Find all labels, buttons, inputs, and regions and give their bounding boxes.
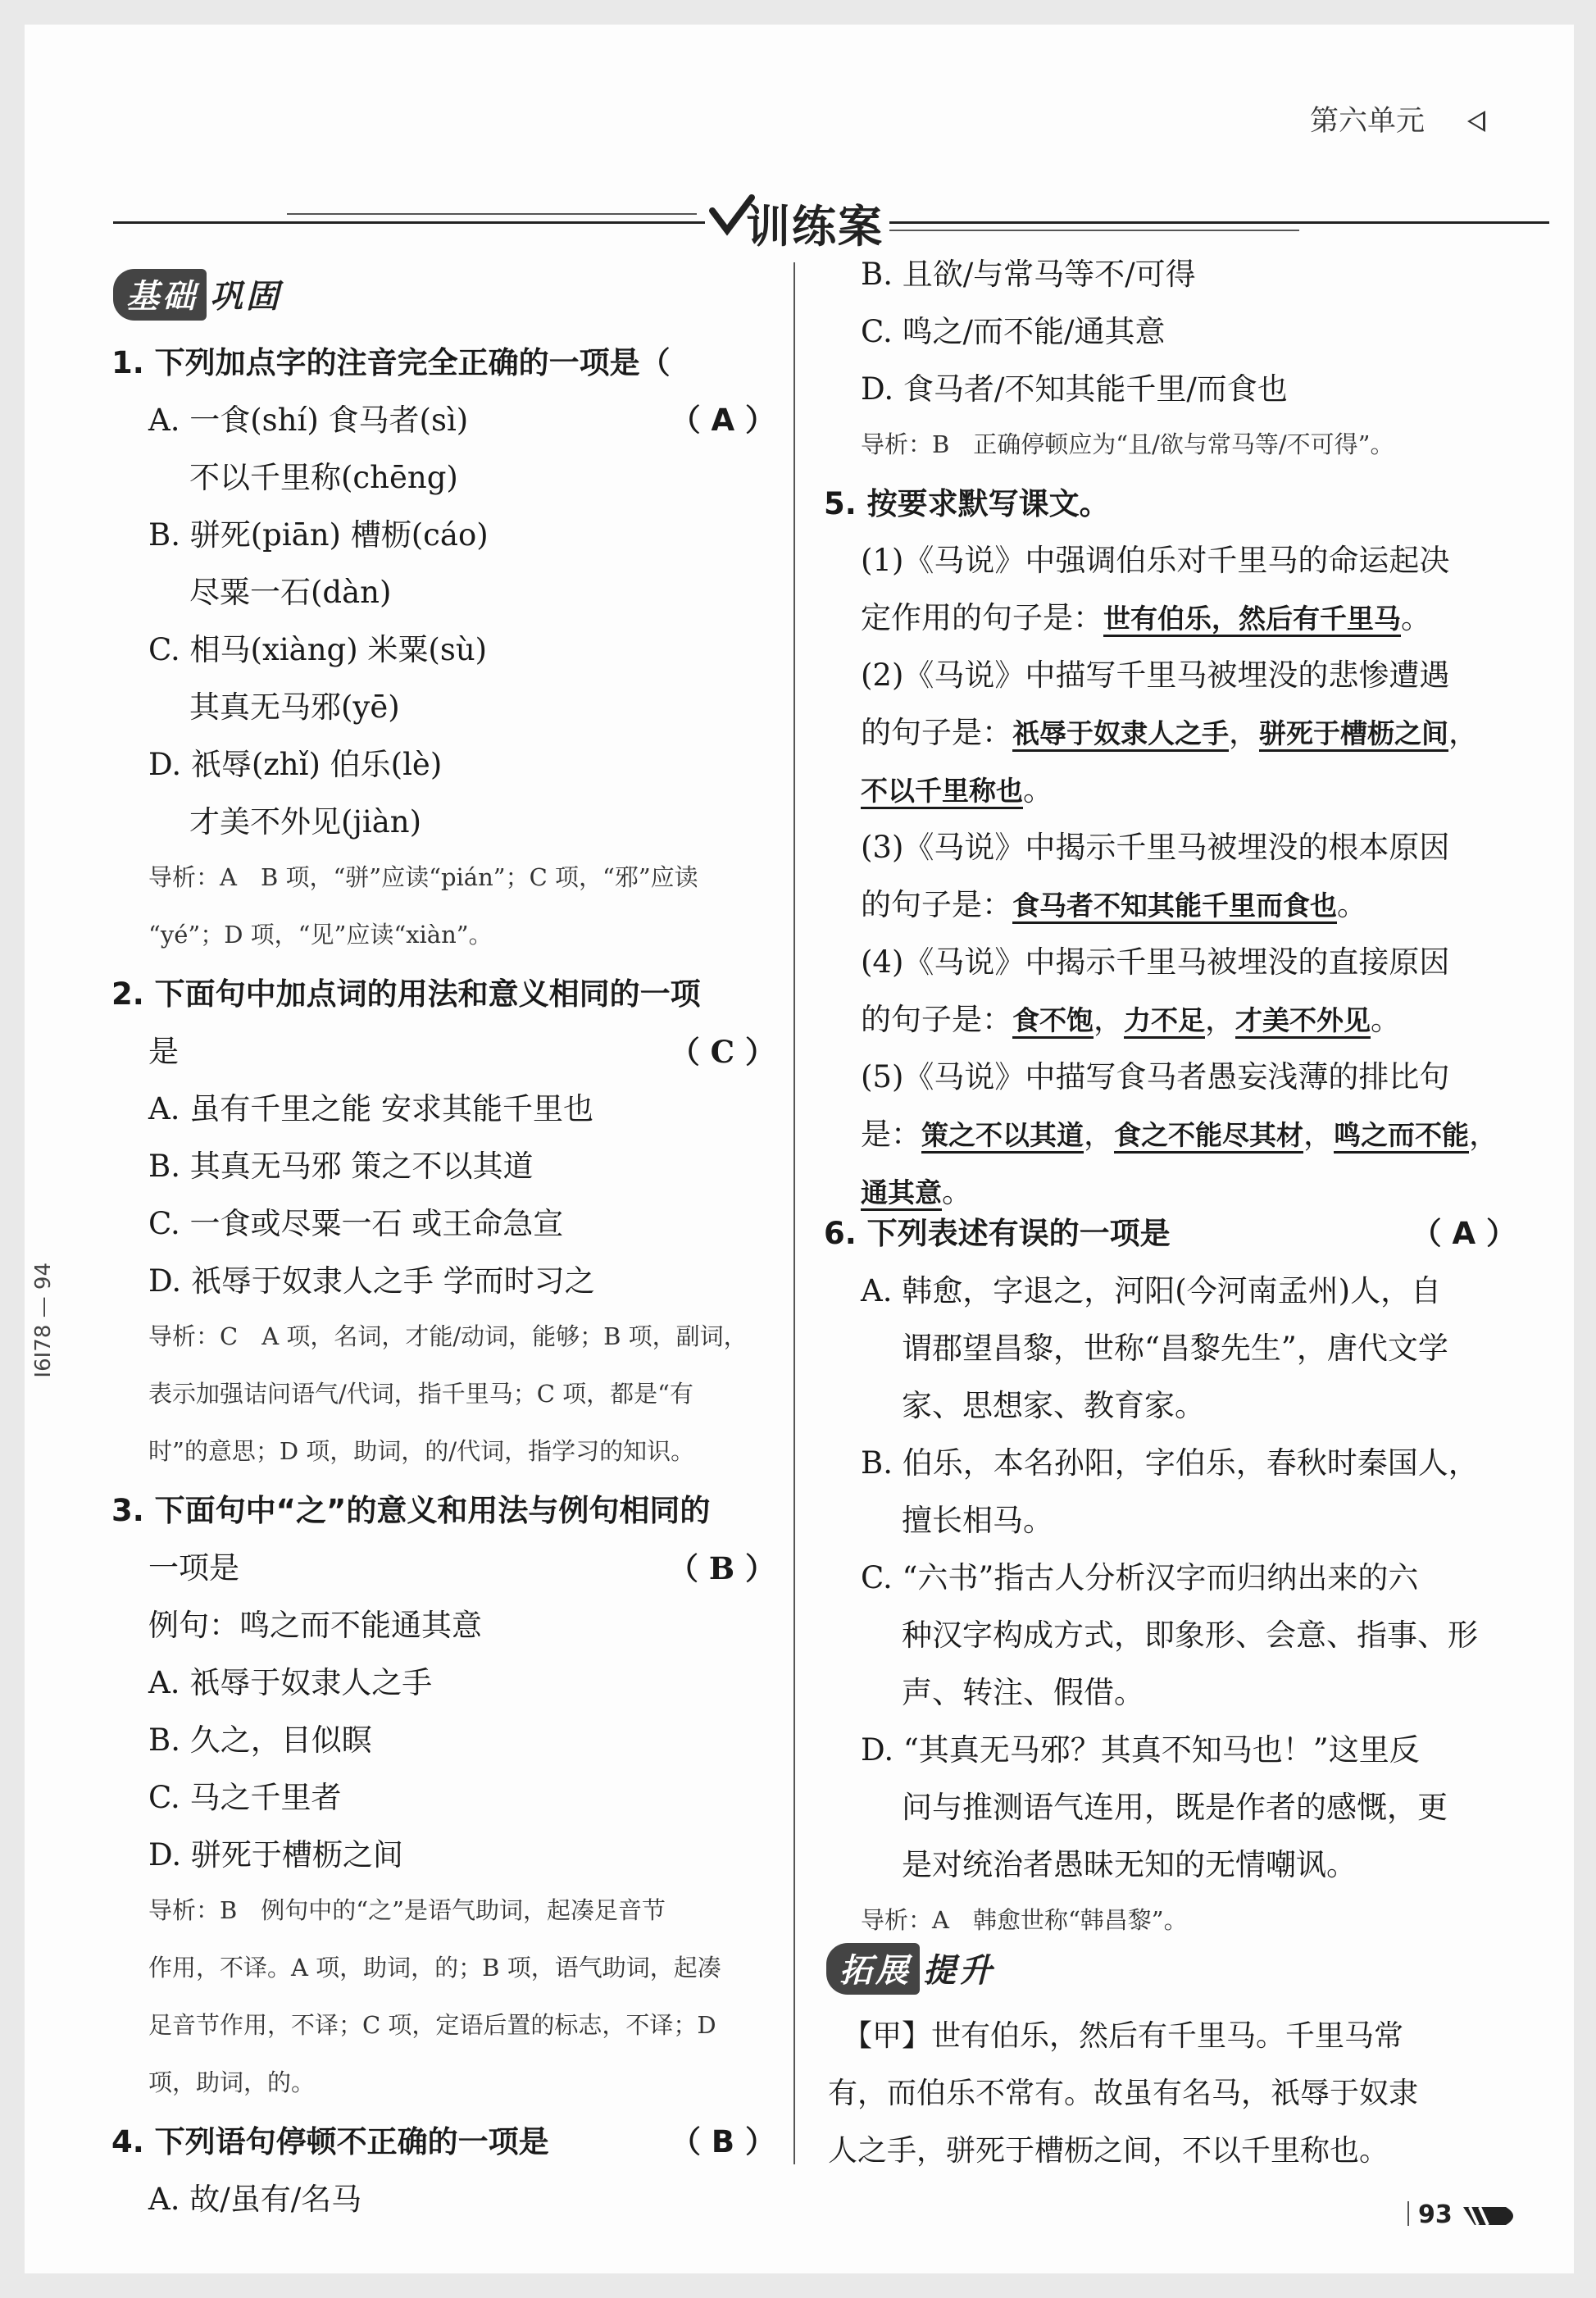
section-badge-extend [826,1943,995,1995]
column-divider [793,262,795,2164]
left-line [111,1081,775,1138]
fill-line: (5)《马说》中描写食马者愚妄浅薄的排比句 [861,1059,1450,1094]
fill-suffix: 。 [1401,600,1431,635]
right-line [824,1836,1516,1894]
line-text: 才美不外见(jiàn) [189,804,422,840]
line-text: “yé”；D 项，“见”应读“xiàn”。 [148,921,493,949]
left-line [111,1827,775,1884]
line-text: 足音节作用，不译；C 项，定语后置的标志，不译；D [148,2011,716,2039]
right-line [824,1607,1516,1664]
header-rule-left [113,221,705,224]
right-line [824,1549,1516,1607]
right-line [824,1722,1516,1779]
right-line [824,303,1516,361]
fill-prefix: 的句子是： [861,1002,1012,1037]
left-line [111,1367,775,1425]
badge-dark-text: 基础 [113,269,207,321]
line-text: 是 [148,1034,179,1069]
line-text: A. 韩愈，字退之，河阳(今河南孟州)人，自 [861,1273,1442,1308]
line-text: C. “六书”指古人分析汉字而归纳出来的六 [861,1560,1419,1595]
line-text: 4. 下列语句停顿不正确的一项是 [111,2124,549,2159]
line-text: 擅长相马。 [902,1503,1053,1538]
line-text: A. 虽有千里之能 安求其能千里也 [148,1091,594,1126]
left-line [111,1253,775,1310]
fill-answer: 祇辱于奴隶人之手 [1012,717,1229,749]
line-text: 是对统治者愚昧无知的无情嘲讽。 [902,1847,1357,1882]
left-line [111,449,775,507]
page-stripes-icon [1463,2205,1521,2227]
header-rule-left-thin [287,213,697,215]
comma: ， [1303,1117,1334,1152]
fill-answer: 鸣之而不能 [1334,1119,1469,1151]
right-line [824,1320,1516,1377]
fill-line [861,992,1516,1049]
line-text: C. 相马(xiàng) 米粟(sù) [148,632,488,667]
right-line [824,476,1516,533]
line-text: 一项是 [148,1550,239,1586]
fill-suffix: 。 [942,1174,972,1209]
fill-in-answers [861,533,1516,1222]
badge-light-text: 巩固 [210,278,282,316]
answer-choice: （ B ） [667,1550,775,1586]
line-text: 时”的意思；D 项，助词，的/代词，指学习的知识。 [148,1437,695,1465]
line-text: 谓郡望昌黎，世称“昌黎先生”，唐代文学 [902,1331,1448,1366]
fill-line [861,762,1516,820]
answer-choice: （ B ） [671,2124,775,2159]
line-text: 导析：C A 项，名词，才能/动词，能够；B 项，副词， [148,1322,748,1350]
line-text: 导析：A B 项，“骈”应读“pián”；C 项，“邪”应读 [148,863,698,891]
left-line [111,1195,775,1253]
left-line [111,1769,775,1827]
header-rule-right-thin [889,230,1299,231]
fill-suffix: 。 [1337,887,1367,922]
left-line [111,1023,775,1081]
fill-prefix: 定作用的句子是： [861,600,1103,635]
right-line [824,1263,1516,1320]
page-title: 训练案 [746,201,884,253]
left-line [111,1712,775,1769]
line-text: D. 食马者/不知其能千里/而食也 [861,371,1288,407]
right-line [824,1377,1516,1435]
comma: ， [1094,1002,1124,1037]
line-text: 家、思想家、教育家。 [902,1388,1205,1423]
left-line [111,2171,775,2228]
line-text: 3. 下面句中“之”的意义和用法与例句相同的 [111,1493,711,1528]
line-text: 导析：B 例句中的“之”是语气助词，起凑足音节 [148,1896,666,1924]
line-text: B. 且欲/与常马等不/可得 [861,257,1196,292]
line-text: 不以千里称(chēng) [189,460,458,495]
line-text: 作用，不译。A 项，助词，的；B 项，语气助词，起凑 [148,1954,721,1982]
line-text: D. 骈死于槽枥之间 [148,1837,403,1873]
line-text: B. 久之，目似瞑 [148,1722,372,1758]
header-rule-right [889,221,1549,224]
left-line [111,1425,775,1482]
passage-line: 人之手，骈死于槽枥之间，不以千里称也。 [828,2134,1389,2168]
right-line [824,1664,1516,1722]
line-text: D. 祇辱于奴隶人之手 学而时习之 [148,1263,595,1299]
left-line [111,1138,775,1195]
line-text: 6. 下列表述有误的一项是 [824,1216,1171,1251]
line-text: 问与推测语气连用，既是作者的感慨，更 [902,1790,1448,1825]
line-text: 1. 下列加点字的注音完全正确的一项是（ [111,345,671,380]
fill-answer: 食不饱 [1012,1004,1094,1036]
left-line [111,736,775,794]
fill-answer: 不以千里称也 [861,775,1023,807]
unit-label: 第六单元 [1310,105,1425,138]
right-line [824,361,1516,418]
comma: ， [1448,715,1479,750]
badge-light-text: 提升 [923,1952,995,1990]
fill-answer: 食之不能尽其材 [1114,1119,1303,1151]
line-text: A. 一食(shí) 食马者(sì) [148,403,469,438]
left-line [111,679,775,736]
left-line [111,794,775,851]
left-line [111,1540,775,1597]
line-text: 5. 按要求默写课文。 [824,486,1110,521]
answer-choice: （ A ） [670,403,775,438]
line-text: D. 祇辱(zhǐ) 伯乐(lè) [148,747,443,782]
left-line [111,2056,775,2114]
page [25,25,1574,2273]
line-text: D. “其真无马邪？其真不知马也！”这里反 [861,1732,1420,1768]
right-column-top [824,246,1516,533]
left-line [111,1654,775,1712]
left-line [111,1310,775,1367]
line-text: 表示加强诘问语气/代词，指千里马；C 项，都是“有 [148,1380,694,1408]
line-text: 导析：A 韩愈世称“韩昌黎”。 [861,1906,1188,1934]
comma: ， [1084,1117,1114,1152]
fill-line: (1)《马说》中强调伯乐对千里马的命运起决 [861,543,1450,578]
fill-line [861,877,1516,935]
left-line [111,1597,775,1654]
passage-line: 【甲】世有伯乐，然后有千里马。千里马常 [828,2019,1404,2053]
line-text: 项，助词，的。 [148,2068,316,2096]
fill-line: (3)《马说》中揭示千里马被埋没的根本原因 [861,830,1450,865]
fill-line [861,1107,1516,1164]
fill-line [861,590,1516,648]
fill-answer: 力不足 [1124,1004,1205,1036]
left-line [111,1941,775,1999]
answer-choice: （ C ） [669,1034,775,1070]
left-line [111,507,775,564]
comma: ， [1229,715,1259,750]
line-text: A. 故/虽有/名马 [148,2182,362,2217]
right-line [824,246,1516,303]
side-code: I6I78 — 94 [31,1263,56,1378]
right-line [824,1205,1516,1263]
left-line [111,2114,775,2171]
line-text: 例句：鸣之而不能通其意 [148,1608,482,1643]
line-text: C. 一食或尽粟一石 或王命急宣 [148,1206,564,1241]
left-line [111,851,775,908]
right-line [824,418,1516,476]
line-text: C. 马之千里者 [148,1780,342,1815]
line-text: A. 祇辱于奴隶人之手 [148,1665,433,1700]
fill-line [861,705,1516,762]
left-line [111,1884,775,1941]
left-column [111,334,775,2228]
fill-answer: 骈死于槽枥之间 [1259,717,1448,749]
fill-suffix: 。 [1371,1002,1401,1037]
triangle-icon-inner [1471,114,1483,129]
comma: ， [1205,1002,1235,1037]
fill-line: (4)《马说》中揭示千里马被埋没的直接原因 [861,944,1450,980]
badge-dark-text: 拓展 [826,1943,920,1995]
answer-choice: （ A ） [1411,1216,1516,1251]
left-line [111,621,775,679]
line-text: 2. 下面句中加点词的用法和意义相同的一项 [111,976,701,1012]
line-text: 导析：B 正确停顿应为“且/欲与常马等/不可得”。 [861,430,1394,458]
fill-answer: 策之不以其道 [921,1119,1084,1151]
page-number: 93 [1418,2200,1453,2229]
left-line [111,1482,775,1540]
right-line [824,1435,1516,1492]
right-line [824,1492,1516,1549]
fill-prefix: 的句子是： [861,887,1012,922]
fill-prefix: 是： [861,1117,921,1152]
fill-answer: 通其意 [861,1176,942,1208]
page-number-tick [1407,2201,1409,2226]
line-text: 种汉字构成方式，即象形、会意、指事、形 [902,1618,1478,1653]
left-line [111,966,775,1023]
line-text: 尽粟一石(dàn) [189,575,392,610]
line-text: B. 骈死(piān) 槽枥(cáo) [148,517,489,553]
line-text: B. 其真无马邪 策之不以其道 [148,1149,534,1184]
fill-answer: 食马者不知其能千里而食也 [1012,890,1337,921]
fill-answer: 世有伯乐，然后有千里马 [1103,603,1401,635]
right-column-bottom [824,1205,1516,1951]
line-text: C. 鸣之/而不能/通其意 [861,314,1166,349]
passage-line: 有，而伯乐不常有。故虽有名马，祇辱于奴隶 [828,2077,1419,2110]
section-badge-basic [113,269,282,321]
passage [828,2009,1521,2181]
left-line [111,908,775,966]
fill-line: (2)《马说》中描写千里马被埋没的悲惨遭遇 [861,658,1450,693]
fill-prefix: 的句子是： [861,715,1012,750]
right-line [824,1779,1516,1836]
fill-answer: 才美不外见 [1235,1004,1371,1036]
left-line [111,1999,775,2056]
fill-suffix: 。 [1023,772,1053,808]
line-text: B. 伯乐，本名孙阳，字伯乐，春秋时秦国人， [861,1445,1479,1481]
line-text: 其真无马邪(yē) [189,689,400,725]
comma: ， [1469,1117,1499,1152]
left-line [111,564,775,621]
line-text: 声、转注、假借。 [902,1675,1144,1710]
